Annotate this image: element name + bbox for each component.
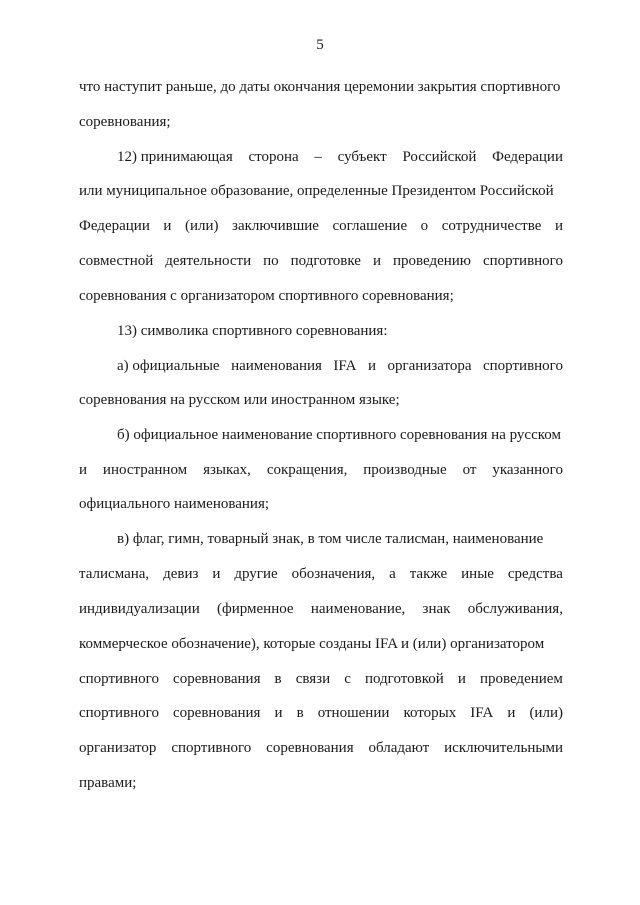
text-segment: – <box>314 149 322 165</box>
text-segment: соглашение <box>332 218 408 234</box>
text-segment: и <box>163 218 172 234</box>
text-segment: исключительными <box>444 740 563 756</box>
text-segment: спортивного <box>483 358 563 374</box>
text-segment: производные <box>363 462 447 478</box>
text-segment: соревнования <box>266 740 354 756</box>
text-segment: иные <box>461 566 494 582</box>
text-segment: или муниципальное образование, определенные Президентом Российской <box>79 183 554 199</box>
text-segment: а) официальные <box>117 358 220 374</box>
text-segment: и <box>372 253 381 269</box>
text-line <box>79 251 563 271</box>
text-line <box>79 738 563 758</box>
text-segment: IFA <box>333 358 357 374</box>
text-segment: по <box>263 253 279 269</box>
text-segment: спортивного <box>79 705 159 721</box>
text-segment: и <box>274 705 283 721</box>
text-line <box>117 147 563 167</box>
text-segment: девиз <box>163 566 199 582</box>
text-segment: IFA <box>470 705 494 721</box>
text-segment: обозначения, <box>291 566 376 582</box>
text-segment: соревнования <box>173 671 261 687</box>
text-line <box>117 425 563 445</box>
text-segment: иностранном <box>102 462 188 478</box>
text-segment: и <box>367 358 376 374</box>
text-line <box>117 356 563 376</box>
text-segment: Российской <box>402 149 477 165</box>
text-segment: подготовке <box>290 253 361 269</box>
text-segment: субъект <box>337 149 387 165</box>
text-segment: и <box>79 462 88 478</box>
text-segment: наименование, <box>310 601 406 617</box>
text-segment: подготовкой <box>364 671 444 687</box>
text-segment: Федерации <box>492 149 563 165</box>
text-segment: б) официальное наименование спортивного соревнования на русском <box>117 427 561 443</box>
text-segment: и <box>507 705 516 721</box>
text-segment: проведением <box>479 671 563 687</box>
text-segment: знак <box>422 601 451 617</box>
text-line <box>79 112 563 132</box>
text-segment: указанного <box>492 462 563 478</box>
text-segment: спортивного <box>483 253 563 269</box>
text-segment: спортивного <box>171 740 252 756</box>
text-segment: другие <box>234 566 278 582</box>
text-segment: проведению <box>392 253 472 269</box>
text-segment: сотрудничестве <box>441 218 542 234</box>
text-line <box>79 773 563 793</box>
text-segment: деятельности <box>165 253 252 269</box>
text-segment: соревнования на русском или иностранном языке; <box>79 392 400 408</box>
text-segment: официального наименования; <box>79 496 270 512</box>
text-segment: совместной <box>79 253 154 269</box>
text-segment: сокращения, <box>266 462 348 478</box>
text-segment: средства <box>507 566 563 582</box>
text-segment: от <box>462 462 477 478</box>
text-segment: сторона <box>248 149 299 165</box>
text-segment: отношении <box>317 705 390 721</box>
text-segment: и <box>554 218 563 234</box>
text-segment: связи <box>295 671 331 687</box>
text-segment: с <box>344 671 351 687</box>
text-segment: о <box>420 218 429 234</box>
text-segment: что наступит раньше, до даты окончания церемонии закрытия спортивного <box>79 79 561 95</box>
text-segment: коммерческое обозначение), которые созданы IFA и (или) организатором <box>79 636 545 652</box>
text-line <box>79 390 563 410</box>
text-line <box>79 634 563 654</box>
text-line <box>79 460 563 480</box>
text-segment: Федерации <box>79 218 150 234</box>
text-line <box>79 669 563 689</box>
text-segment: талисмана, <box>79 566 150 582</box>
text-segment: и <box>212 566 221 582</box>
text-segment: 13) символика спортивного соревнования: <box>117 323 388 339</box>
text-line <box>79 216 563 236</box>
text-segment: соревнования <box>173 705 261 721</box>
text-line <box>117 529 563 549</box>
text-segment: соревнования с организатором спортивного соревнования; <box>79 288 454 304</box>
text-segment: наименования <box>231 358 322 374</box>
text-segment: которых <box>403 705 457 721</box>
text-segment: также <box>409 566 448 582</box>
text-segment: (или) <box>184 218 219 234</box>
text-segment: обслуживания, <box>467 601 563 617</box>
text-segment: индивидуализации <box>79 601 200 617</box>
text-line <box>79 494 563 514</box>
text-line <box>117 321 563 341</box>
text-segment: и <box>457 671 466 687</box>
text-segment: в <box>274 671 282 687</box>
text-line <box>79 181 563 201</box>
text-segment: обладают <box>368 740 430 756</box>
text-segment: (фирменное <box>217 601 294 617</box>
text-line <box>79 286 563 306</box>
text-segment: заключившие <box>232 218 319 234</box>
text-segment: соревнования; <box>79 114 171 130</box>
text-line <box>79 564 563 584</box>
text-line <box>79 703 563 723</box>
text-segment: спортивного <box>79 671 159 687</box>
text-segment: в) флаг, гимн, товарный знак, в том числе талисман, наименование <box>117 531 544 547</box>
page-number: 5 <box>316 37 324 53</box>
text-segment: правами; <box>79 775 137 791</box>
text-segment: в <box>296 705 304 721</box>
text-line <box>79 599 563 619</box>
text-segment: организатор <box>79 740 157 756</box>
text-line <box>79 77 563 97</box>
text-segment: а <box>389 566 396 582</box>
text-segment: 12) принимающая <box>117 149 233 165</box>
text-segment: языках, <box>203 462 251 478</box>
text-segment: организатора <box>387 358 472 374</box>
text-segment: (или) <box>529 705 563 721</box>
